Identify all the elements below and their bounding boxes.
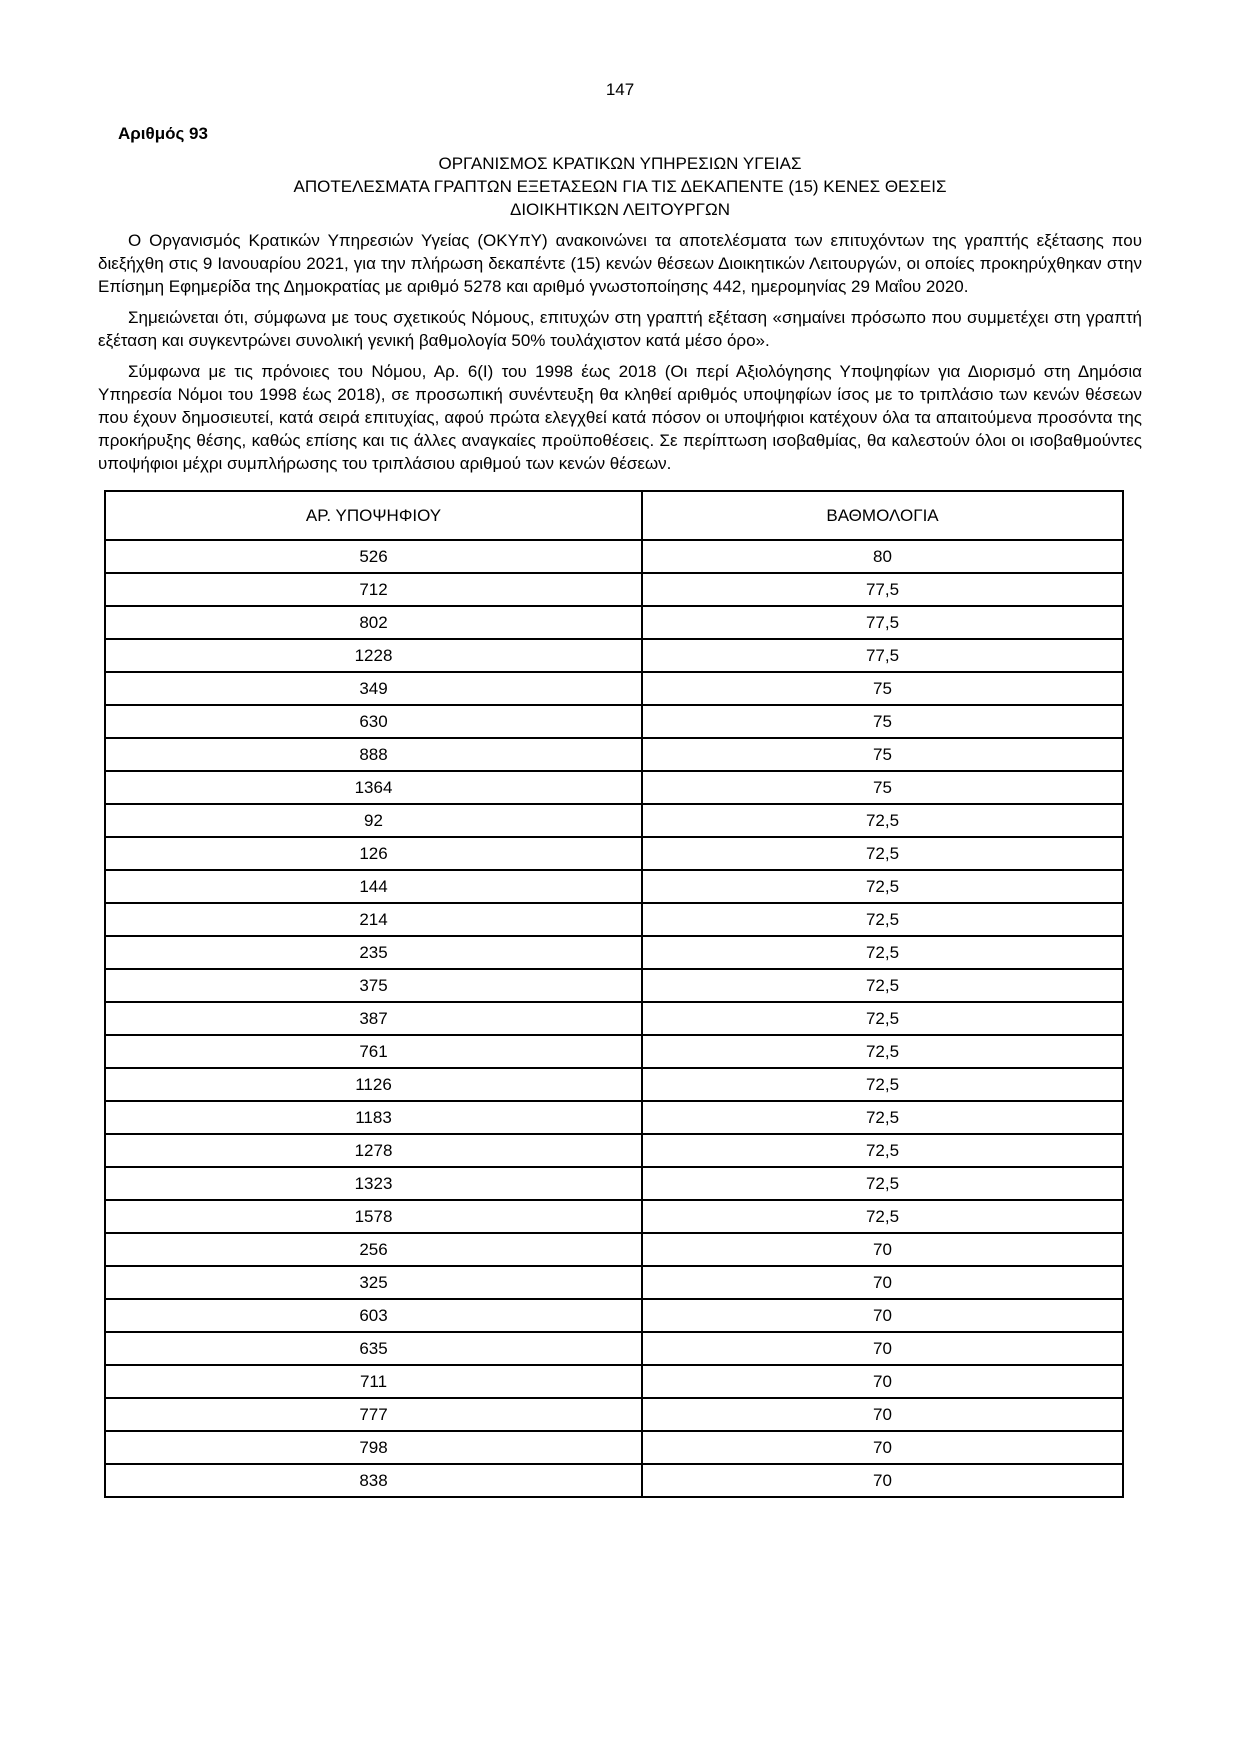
grade-cell: 72,5: [642, 903, 1123, 936]
table-header-row: [105, 491, 1123, 540]
table-row: [105, 606, 1123, 639]
grade-cell: 70: [642, 1365, 1123, 1398]
candidate-number-cell: 635: [105, 1332, 642, 1365]
table-row: [105, 1398, 1123, 1431]
grade-cell: 70: [642, 1266, 1123, 1299]
col-header-grade: ΒΑΘΜΟΛΟΓΙΑ: [642, 491, 1123, 540]
table-row: [105, 573, 1123, 606]
grade-cell: 70: [642, 1233, 1123, 1266]
candidate-number-cell: 375: [105, 969, 642, 1002]
candidate-number-cell: 1578: [105, 1200, 642, 1233]
candidate-number-cell: 1278: [105, 1134, 642, 1167]
table-row: [105, 837, 1123, 870]
doc-subtitle-line1: ΑΠΟΤΕΛΕΣΜΑΤΑ ΓΡΑΠΤΩΝ ΕΞΕΤΑΣΕΩΝ ΓΙΑ ΤΙΣ ΔΕΚΑΠΕΝΤΕ (15) ΚΕΝΕΣ ΘΕΣΕΙΣ: [293, 177, 947, 196]
grade-cell: 72,5: [642, 1167, 1123, 1200]
grade-cell: 80: [642, 540, 1123, 573]
table-row: [105, 1101, 1123, 1134]
grade-cell: 75: [642, 705, 1123, 738]
col-header-candidate-number: ΑΡ. ΥΠΟΨΗΦΙΟΥ: [105, 491, 642, 540]
table-row: [105, 870, 1123, 903]
table-row: [105, 705, 1123, 738]
paragraph: Σημειώνεται ότι, σύμφωνα με τους σχετικούς Νόμους, επιτυχών στη γραπτή εξέταση «σημαίνει πρόσωπο που συμμετέχει στη γραπτή εξέταση και συγκεντρώνει συνολική γενική βαθμολογία 50% τουλάχιστον κατά μέσο όρο».: [98, 308, 1142, 350]
grade-cell: 72,5: [642, 1068, 1123, 1101]
candidate-number-cell: 1126: [105, 1068, 642, 1101]
candidate-number-cell: 1183: [105, 1101, 642, 1134]
grade-cell: 72,5: [642, 1200, 1123, 1233]
candidate-number-cell: 802: [105, 606, 642, 639]
grade-cell: 72,5: [642, 1002, 1123, 1035]
grade-cell: 75: [642, 771, 1123, 804]
candidate-number-cell: 711: [105, 1365, 642, 1398]
candidate-number-cell: 387: [105, 1002, 642, 1035]
candidate-number-cell: 256: [105, 1233, 642, 1266]
candidate-number-cell: 630: [105, 705, 642, 738]
table-row: [105, 540, 1123, 573]
table-row: [105, 903, 1123, 936]
candidate-number-cell: 526: [105, 540, 642, 573]
table-row: [105, 969, 1123, 1002]
candidate-number-cell: 235: [105, 936, 642, 969]
grade-cell: 75: [642, 672, 1123, 705]
paragraph: Ο Οργανισμός Κρατικών Υπηρεσιών Υγείας (ΟΚΥπΥ) ανακοινώνει τα αποτελέσματα των επιτυχόντων της γραπτής εξέτασης που διεξήχθη στις 9 Ιανουαρίου 2021, για την πλήρωση δεκαπέντε (15) κενών θέσεων Διοικητικών Λειτουργών, οι οποίες προκηρύχθηκαν στην Επίσημη Εφημερίδα της Δημοκρατίας με αριθμό 5278 και αριθμό γνωστοποίησης 442, ημερομηνίας 29 Μαΐου 2020.: [98, 231, 1142, 296]
grade-cell: 72,5: [642, 936, 1123, 969]
table-row: [105, 1464, 1123, 1497]
table-row: [105, 804, 1123, 837]
table-row: [105, 1431, 1123, 1464]
grade-cell: 70: [642, 1398, 1123, 1431]
candidate-number-cell: 349: [105, 672, 642, 705]
grade-cell: 72,5: [642, 804, 1123, 837]
results-table-body: [105, 540, 1123, 1497]
candidate-number-cell: 777: [105, 1398, 642, 1431]
table-row: [105, 1002, 1123, 1035]
doc-title: ΟΡΓΑΝΙΣΜΟΣ ΚΡΑΤΙΚΩΝ ΥΠΗΡΕΣΙΩΝ ΥΓΕΙΑΣ: [438, 154, 802, 173]
table-row: [105, 1134, 1123, 1167]
grade-cell: 77,5: [642, 606, 1123, 639]
candidate-number-cell: 761: [105, 1035, 642, 1068]
doc-subtitle-line2: ΔΙΟΙΚΗΤΙΚΩΝ ΛΕΙΤΟΥΡΓΩΝ: [509, 200, 731, 219]
grade-cell: 77,5: [642, 639, 1123, 672]
results-table: [104, 490, 1124, 1498]
candidate-number-cell: 1364: [105, 771, 642, 804]
grade-cell: 75: [642, 738, 1123, 771]
table-row: [105, 1068, 1123, 1101]
doc-paragraphs: [98, 229, 1142, 475]
table-row: [105, 1332, 1123, 1365]
table-row: [105, 1266, 1123, 1299]
candidate-number-cell: 798: [105, 1431, 642, 1464]
page-number: 147: [605, 80, 635, 99]
table-row: [105, 1200, 1123, 1233]
grade-cell: 72,5: [642, 1035, 1123, 1068]
candidate-number-cell: 144: [105, 870, 642, 903]
candidate-number-cell: 838: [105, 1464, 642, 1497]
table-row: [105, 771, 1123, 804]
grade-cell: 72,5: [642, 837, 1123, 870]
table-row: [105, 936, 1123, 969]
candidate-number-cell: 126: [105, 837, 642, 870]
candidate-number-cell: 712: [105, 573, 642, 606]
candidate-number-cell: 1323: [105, 1167, 642, 1200]
grade-cell: 72,5: [642, 1101, 1123, 1134]
table-row: [105, 639, 1123, 672]
grade-cell: 77,5: [642, 573, 1123, 606]
grade-cell: 72,5: [642, 969, 1123, 1002]
candidate-number-cell: 325: [105, 1266, 642, 1299]
candidate-number-cell: 603: [105, 1299, 642, 1332]
grade-cell: 70: [642, 1299, 1123, 1332]
table-row: [105, 1233, 1123, 1266]
grade-cell: 72,5: [642, 1134, 1123, 1167]
candidate-number-cell: 92: [105, 804, 642, 837]
candidate-number-cell: 1228: [105, 639, 642, 672]
table-row: [105, 1299, 1123, 1332]
doc-number: Αριθμός 93: [118, 124, 208, 143]
table-row: [105, 672, 1123, 705]
grade-cell: 70: [642, 1431, 1123, 1464]
table-row: [105, 1167, 1123, 1200]
candidate-number-cell: 214: [105, 903, 642, 936]
candidate-number-cell: 888: [105, 738, 642, 771]
grade-cell: 70: [642, 1332, 1123, 1365]
grade-cell: 70: [642, 1464, 1123, 1497]
table-row: [105, 738, 1123, 771]
grade-cell: 72,5: [642, 870, 1123, 903]
paragraph: Σύμφωνα με τις πρόνοιες του Νόμου, Αρ. 6(Ι) του 1998 έως 2018 (Οι περί Αξιολόγησης Υποψηφίων για Διορισμό στη Δημόσια Υπηρεσία Νόμοι του 1998 έως 2018), σε προσωπική συνέντευξη θα κληθεί αριθμός υποψηφίων ίσος με το τριπλάσιο των κενών θέσεων που έχουν δημοσιευτεί, κατά σειρά επιτυχίας, αφού πρώτα ελεγχθεί κατά πόσον οι υποψήφιοι κατέχουν όλα τα απαιτούμενα προσόντα της προκήρυξης θέσης, καθώς επίσης και τις άλλες αναγκαίες προϋποθέσεις. Σε περίπτωση ισοβαθμίας, θα καλεστούν όλοι οι ισοβαθμούντες υποψήφιοι μέχρι συμπλήρωσης του τριπλάσιου αριθμού των κενών θέσεων.: [98, 362, 1142, 473]
table-row: [105, 1035, 1123, 1068]
table-row: [105, 1365, 1123, 1398]
